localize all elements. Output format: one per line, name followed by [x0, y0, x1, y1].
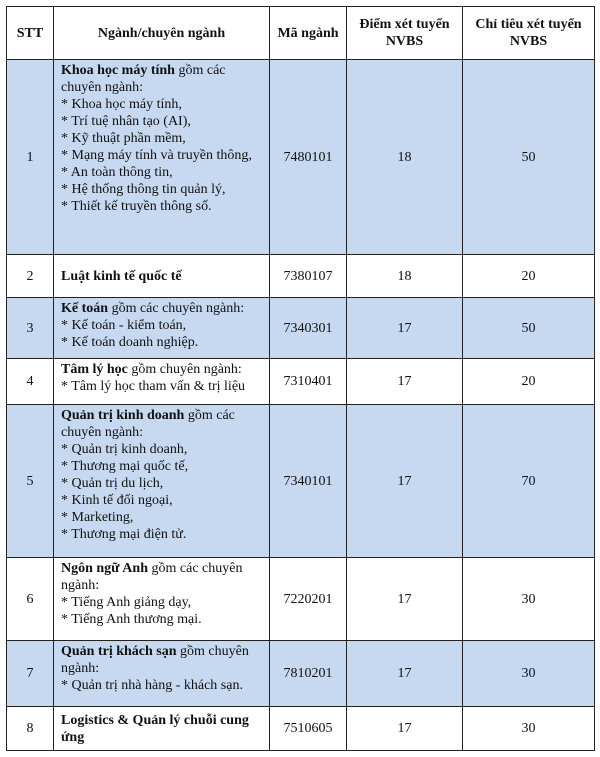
specialization-item: * An toàn thông tin, [61, 165, 173, 180]
specialization-item: * Marketing, [61, 510, 134, 525]
table-row [7, 641, 595, 707]
row-score: 17 [347, 298, 463, 359]
row-code: 7220201 [270, 558, 347, 641]
specialization-item: * Thiết kế truyền thông số. [61, 199, 212, 214]
table-row [7, 707, 595, 751]
row-quota: 50 [463, 298, 595, 359]
program-name: Tâm lý học [61, 362, 128, 377]
specialization-item: * Quản trị kinh doanh, [61, 442, 188, 457]
row-score: 17 [347, 558, 463, 641]
row-score: 17 [347, 707, 463, 751]
row-quota: 50 [463, 60, 595, 255]
specialization-item: * Quản trị du lịch, [61, 476, 164, 491]
row-score: 17 [347, 641, 463, 707]
header-program: Ngành/chuyên ngành [54, 7, 270, 60]
program-suffix: gồm các chuyên ngành: [61, 63, 226, 95]
table-row [7, 558, 595, 641]
row-program [54, 405, 270, 558]
program-name: Ngôn ngữ Anh [61, 561, 148, 576]
admission-table [6, 6, 595, 751]
program-suffix: gồm các chuyên ngành: [61, 561, 243, 593]
specialization-item: * Tiếng Anh giảng dạy, [61, 595, 192, 610]
table-row [7, 60, 595, 255]
row-code: 7340101 [270, 405, 347, 558]
row-quota: 30 [463, 641, 595, 707]
table-row [7, 405, 595, 558]
row-stt: 5 [7, 405, 54, 558]
program-name: Quản trị kinh doanh [61, 408, 185, 423]
row-quota: 20 [463, 255, 595, 298]
row-stt: 2 [7, 255, 54, 298]
program-name: Quản trị khách sạn [61, 644, 177, 659]
specialization-item: * Khoa học máy tính, [61, 97, 182, 112]
table-row [7, 255, 595, 298]
specialization-item: * Hệ thống thông tin quản lý, [61, 182, 226, 197]
specialization-item: * Tiếng Anh thương mại. [61, 612, 202, 627]
specialization-item: * Kế toán doanh nghiệp. [61, 335, 199, 350]
row-code: 7480101 [270, 60, 347, 255]
program-name: Khoa học máy tính [61, 63, 175, 78]
row-stt: 1 [7, 60, 54, 255]
program-suffix: gồm các chuyên ngành: [108, 301, 245, 316]
row-code: 7380107 [270, 255, 347, 298]
row-code: 7310401 [270, 359, 347, 405]
row-code: 7810201 [270, 641, 347, 707]
row-score: 18 [347, 60, 463, 255]
row-score: 18 [347, 255, 463, 298]
program-suffix: gồm chuyên ngành: [127, 362, 242, 377]
row-program [54, 60, 270, 255]
row-quota: 30 [463, 707, 595, 751]
row-program [54, 255, 270, 298]
program-name: Logistics & Quản lý chuỗi cung ứng [61, 712, 249, 745]
specialization-item: * Kinh tế đối ngoại, [61, 493, 173, 508]
row-code: 7340301 [270, 298, 347, 359]
row-program [54, 641, 270, 707]
specialization-item: * Thương mại quốc tế, [61, 459, 189, 474]
specialization-item: * Mạng máy tính và truyền thông, [61, 148, 252, 163]
row-quota: 20 [463, 359, 595, 405]
table-row [7, 359, 595, 405]
program-name: Kế toán [61, 301, 109, 316]
row-program [54, 707, 270, 751]
row-stt: 7 [7, 641, 54, 707]
row-stt: 8 [7, 707, 54, 751]
header-code: Mã ngành [270, 7, 347, 60]
row-program [54, 298, 270, 359]
row-stt: 4 [7, 359, 54, 405]
row-code: 7510605 [270, 707, 347, 751]
specialization-item: * Kỹ thuật phần mềm, [61, 131, 186, 146]
row-stt: 6 [7, 558, 54, 641]
specialization-item: * Tâm lý học tham vấn & trị liệu [61, 379, 246, 394]
row-score: 17 [347, 405, 463, 558]
table-row [7, 298, 595, 359]
row-program [54, 359, 270, 405]
header-quota: Chỉ tiêu xét tuyển NVBS [463, 7, 595, 60]
header-row [7, 7, 595, 60]
specialization-item: * Thương mại điện tử. [61, 527, 187, 542]
specialization-item: * Trí tuệ nhân tạo (AI), [61, 114, 191, 129]
program-suffix: gồm chuyên ngành: [61, 644, 249, 676]
specialization-item: * Quản trị nhà hàng - khách sạn. [61, 678, 243, 693]
row-quota: 70 [463, 405, 595, 558]
row-score: 17 [347, 359, 463, 405]
row-stt: 3 [7, 298, 54, 359]
row-quota: 30 [463, 558, 595, 641]
program-name: Luật kinh tế quốc tế [61, 268, 182, 284]
header-stt: STT [7, 7, 54, 60]
header-score: Điểm xét tuyển NVBS [347, 7, 463, 60]
row-program [54, 558, 270, 641]
specialization-item: * Kế toán - kiểm toán, [61, 318, 187, 333]
program-suffix: gồm các chuyên ngành: [61, 408, 235, 440]
